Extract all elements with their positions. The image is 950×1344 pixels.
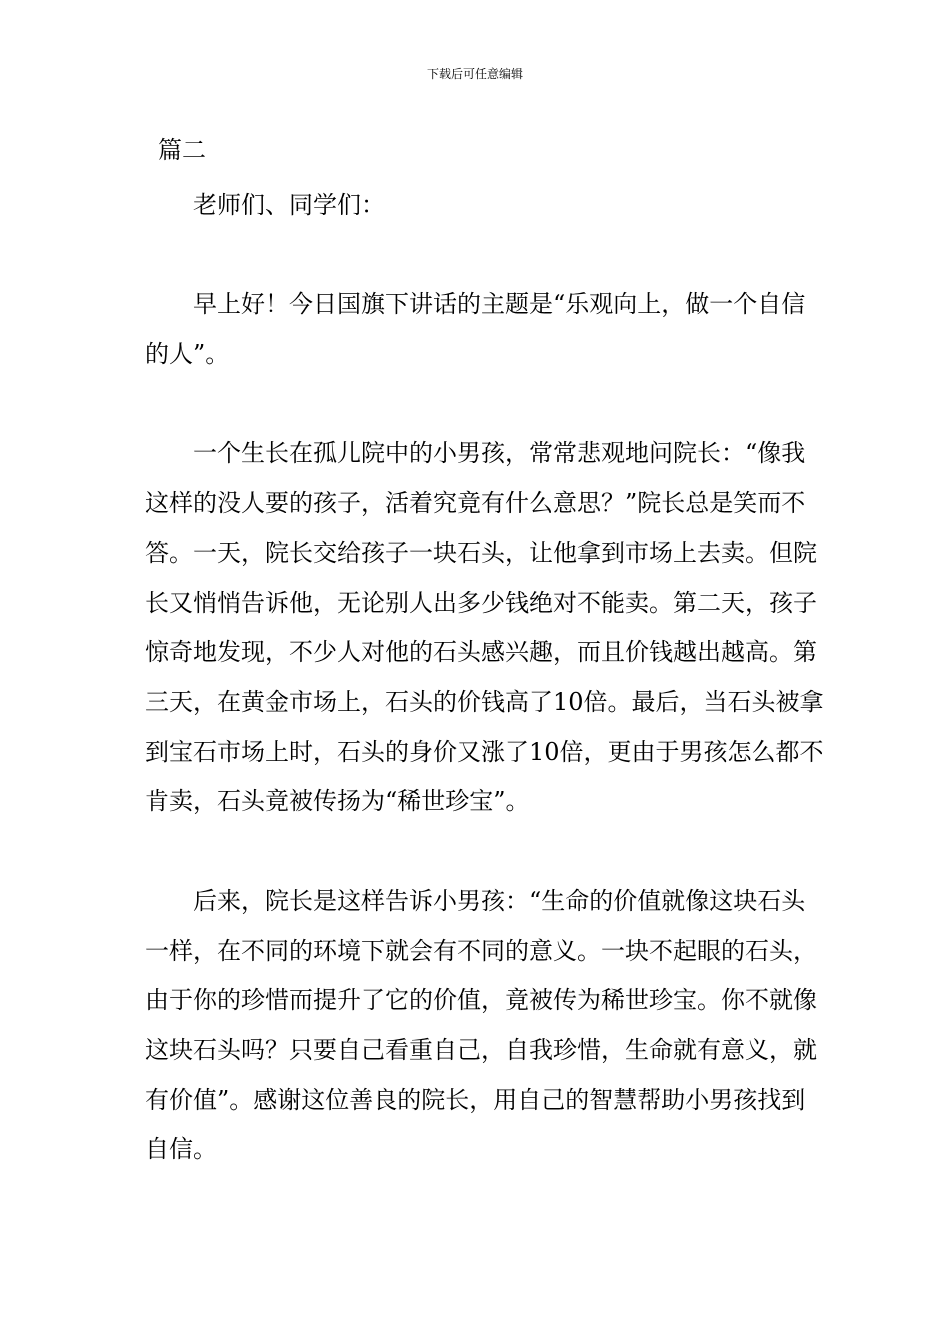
body-paragraph-3: 后来，院长是这样告诉小男孩：“生命的价值就像这块石头一样，在不同的环境下就会有不同的意义。一块不起眼的石头，由于你的珍惜而提升了它的价值，竟被传为稀世珍宝。你不就像这块石头吗？只要自己看重自己，自我珍惜，生命就有意义，就有价值”。感谢这位善良的院长，用自己的智慧帮助小男孩找到自信。 xyxy=(145,886,817,1164)
body-paragraph-1: 早上好！今日国旗下讲话的主题是“乐观向上，做一个自信的人”。 xyxy=(145,290,806,369)
document-body xyxy=(145,181,825,1225)
greeting-paragraph: 老师们、同学们： xyxy=(193,191,385,219)
page-header-note: 下载后可任意编辑 xyxy=(426,67,523,81)
body-paragraph-2: 一个生长在孤儿院中的小男孩，常常悲观地问院长：“像我这样的没人要的孩子，活着究竟有什么意思？”院长总是笑而不答。一天，院长交给孩子一块石头，让他拿到市场上去卖。但院长又悄悄告诉他，无论别人出多少钱绝对不能卖。第二天，孩子惊奇地发现，不少人对他的石头感兴趣，而且价钱越出越高。第三天，在黄金市场上，石头的价钱高了10倍。最后，当石头被拿到宝石市场上时，石头的身价又涨了10倍，更由于男孩怎么都不肯卖，石头竟被传扬为“稀世珍宝”。 xyxy=(145,439,824,816)
section-title: 篇二 xyxy=(158,136,206,164)
